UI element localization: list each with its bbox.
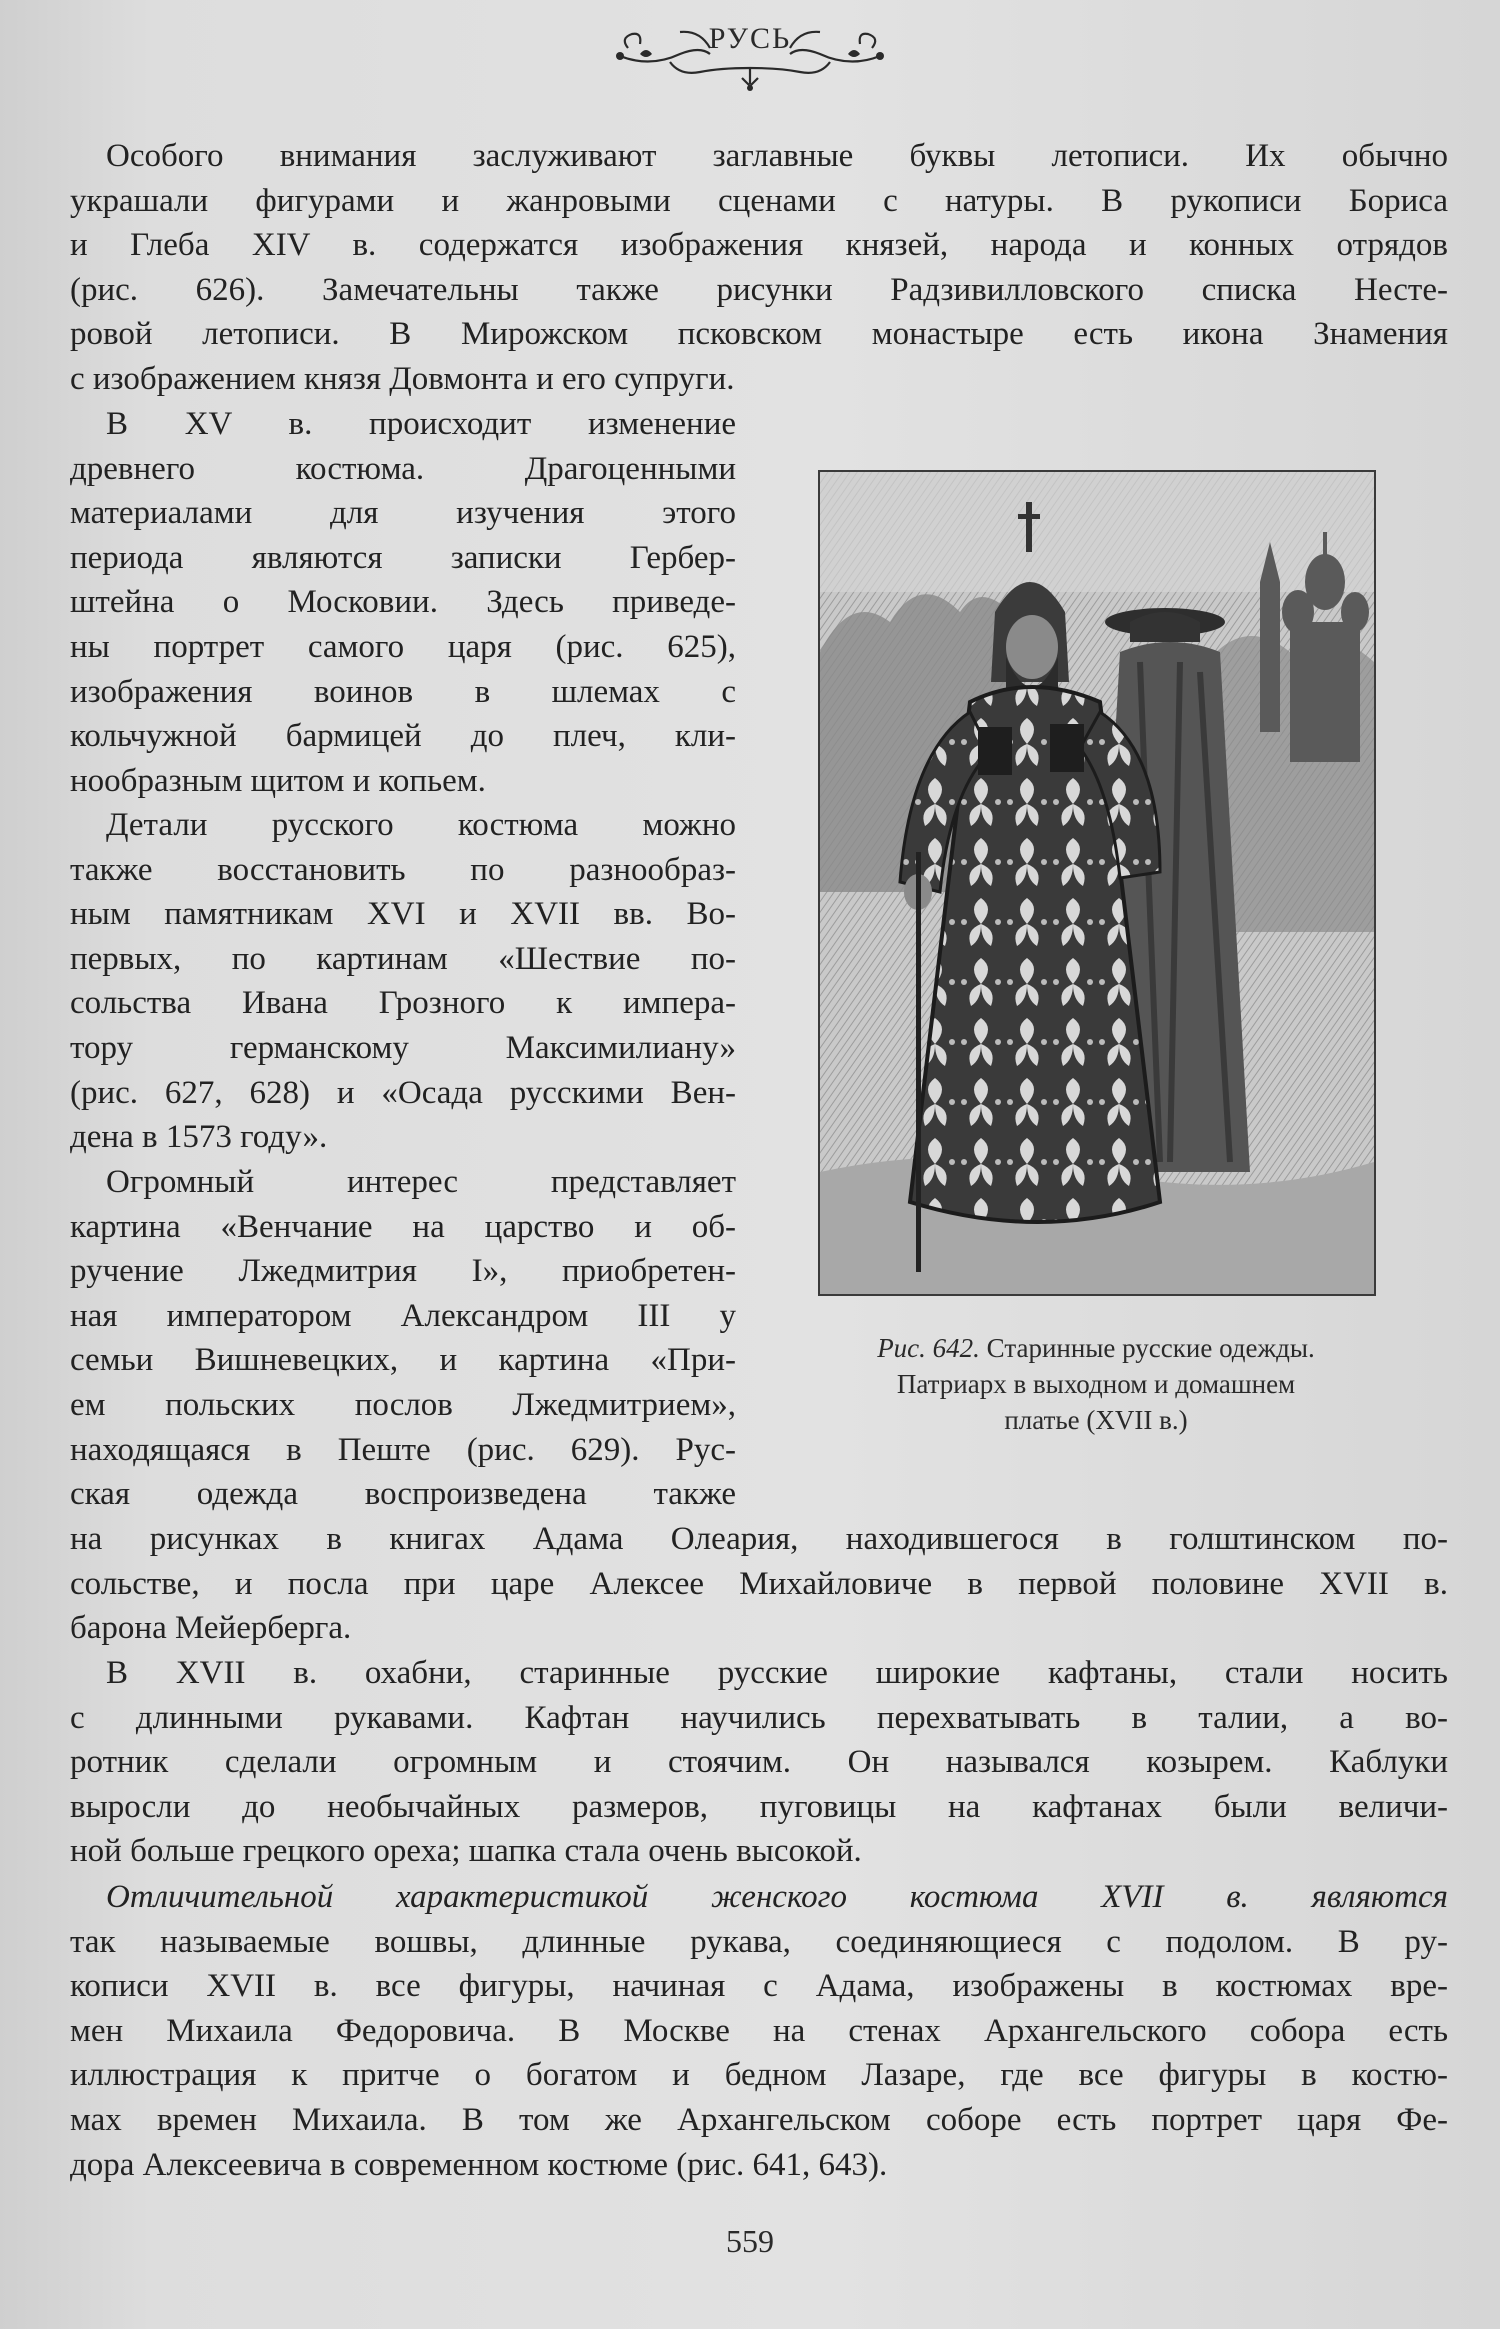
text-line: материалами для изучения этого — [70, 495, 736, 532]
text-line: ручение Лжедмитрия I», приобретен- — [70, 1253, 736, 1290]
text-line: древнего костюма. Драгоценными — [70, 450, 736, 487]
text-line: так называемые вошвы, длинные рукава, соединяющиеся с подолом. В ру- — [70, 1923, 1448, 1960]
paragraph-2 — [70, 402, 736, 803]
paragraph-6 — [70, 1875, 1448, 2187]
paragraph-5 — [70, 1651, 1448, 1874]
text-line: периода являются записки Гербер- — [70, 539, 736, 576]
paragraph-4 — [70, 1160, 736, 1517]
text-line: изображения воинов в шлемах с — [70, 673, 736, 710]
text-line: В XV в. происходит изменение — [106, 406, 736, 442]
text-line: первых, по картинам «Шествие по- — [70, 940, 736, 977]
text-line: семьи Вишневецких, и картина «При- — [70, 1342, 736, 1379]
text-line: на рисунках в книгах Адама Олеария, находившегося в голштинском по- — [70, 1521, 1448, 1557]
paragraph-3 — [70, 803, 736, 1160]
figure-number: Рис. 642. — [877, 1333, 980, 1363]
text-line: с длинными рукавами. Кафтан научились перехватывать в талии, а во- — [70, 1699, 1448, 1736]
text-line: украшали фигурами и жанровыми сценами с натуры. В рукописи Бориса — [70, 182, 1448, 219]
text-line: ская одежда воспроизведена также — [70, 1476, 736, 1513]
text-line: штейна о Московии. Здесь приведе- — [70, 584, 736, 621]
text-line: сольства Ивана Грозного к импера- — [70, 985, 736, 1022]
text-line: Огромный интерес представляет — [106, 1164, 736, 1200]
text-line: также восстановить по разнообраз- — [70, 851, 736, 888]
text-line: дена в 1573 году». — [70, 1119, 328, 1156]
text-line: мен Михаила Федоровича. В Москве на стенах Архангельского собора есть — [70, 2012, 1448, 2049]
text-line: дора Алексеевича в современном костюме (рис. 641, 643). — [70, 2146, 888, 2183]
text-line: кольчужной бармицей до плеч, кли- — [70, 718, 736, 755]
text-line: нообразным щитом и копьем. — [70, 762, 486, 799]
text-line: Детали русского костюма можно — [106, 807, 736, 843]
text-line: сольстве, и посла при царе Алексее Михайловиче в первой половине XVII в. — [70, 1565, 1448, 1602]
text-line: (рис. 626). Замечательны также рисунки Радзивилловского списка Несте- — [70, 271, 1448, 308]
page-number: 559 — [726, 2223, 774, 2259]
text-line: кописи XVII в. все фигуры, начиная с Адама, изображены в костюмах вре- — [70, 1968, 1448, 2005]
patriarch-illustration — [820, 472, 1374, 1294]
text-line: иллюстрация к притче о богатом и бедном Лазаре, где все фигуры в костю- — [70, 2057, 1448, 2094]
text-line: ная императором Александром III у — [70, 1297, 736, 1334]
text-line: Особого внимания заслуживают заглавные буквы летописи. Их обычно — [106, 138, 1448, 174]
running-head — [0, 8, 1500, 98]
text-line: тору германскому Максимилиану» — [70, 1029, 736, 1066]
text-line: мах времен Михаила. В том же Архангельском соборе есть портрет царя Фе- — [70, 2101, 1448, 2138]
text-line: находящаяся в Пеште (рис. 629). Рус- — [70, 1431, 736, 1468]
text-line: с изображением князя Довмонта и его супруги. — [70, 360, 735, 397]
text-line: барона Мейерберга. — [70, 1610, 352, 1647]
text-line: ем польских послов Лжедмитрием», — [70, 1386, 736, 1423]
text-line: ротник сделали огромным и стоячим. Он назывался козырем. Каблуки — [70, 1744, 1448, 1781]
figure-engraving — [818, 470, 1376, 1296]
text-line: картина «Венчание на царство и об- — [70, 1208, 736, 1245]
text-line: и Глеба XIV в. содержатся изображения князей, народа и конных отрядов — [70, 227, 1448, 264]
running-title: РУСЬ — [708, 22, 792, 55]
caption-text: платье (XVII в.) — [1004, 1405, 1188, 1435]
caption-text: Старинные русские одежды. — [979, 1333, 1315, 1363]
figure-caption — [800, 1330, 1392, 1438]
text-line: ны портрет самого царя (рис. 625), — [70, 628, 736, 665]
caption-text: Патриарх в выходном и домашнем — [896, 1369, 1296, 1399]
text-line: ным памятникам XVI и XVII вв. Во- — [70, 896, 736, 933]
text-line: В XVII в. охабни, старинные русские широкие кафтаны, стали носить — [106, 1655, 1448, 1691]
paragraph-1 — [70, 134, 1448, 402]
text-line: ной больше грецкого ореха; шапка стала очень высокой. — [70, 1833, 862, 1870]
paragraph-4-continued — [70, 1517, 1448, 1651]
text-line: Отличительной характеристикой женского костюма XVII в. являются — [106, 1879, 1448, 1915]
text-line: ровой летописи. В Мирожском псковском монастыре есть икона Знамения — [70, 316, 1448, 353]
text-line: выросли до необычайных размеров, пуговицы на кафтанах были величи- — [70, 1788, 1448, 1825]
text-line: (рис. 627, 628) и «Осада русскими Вен- — [70, 1074, 736, 1111]
